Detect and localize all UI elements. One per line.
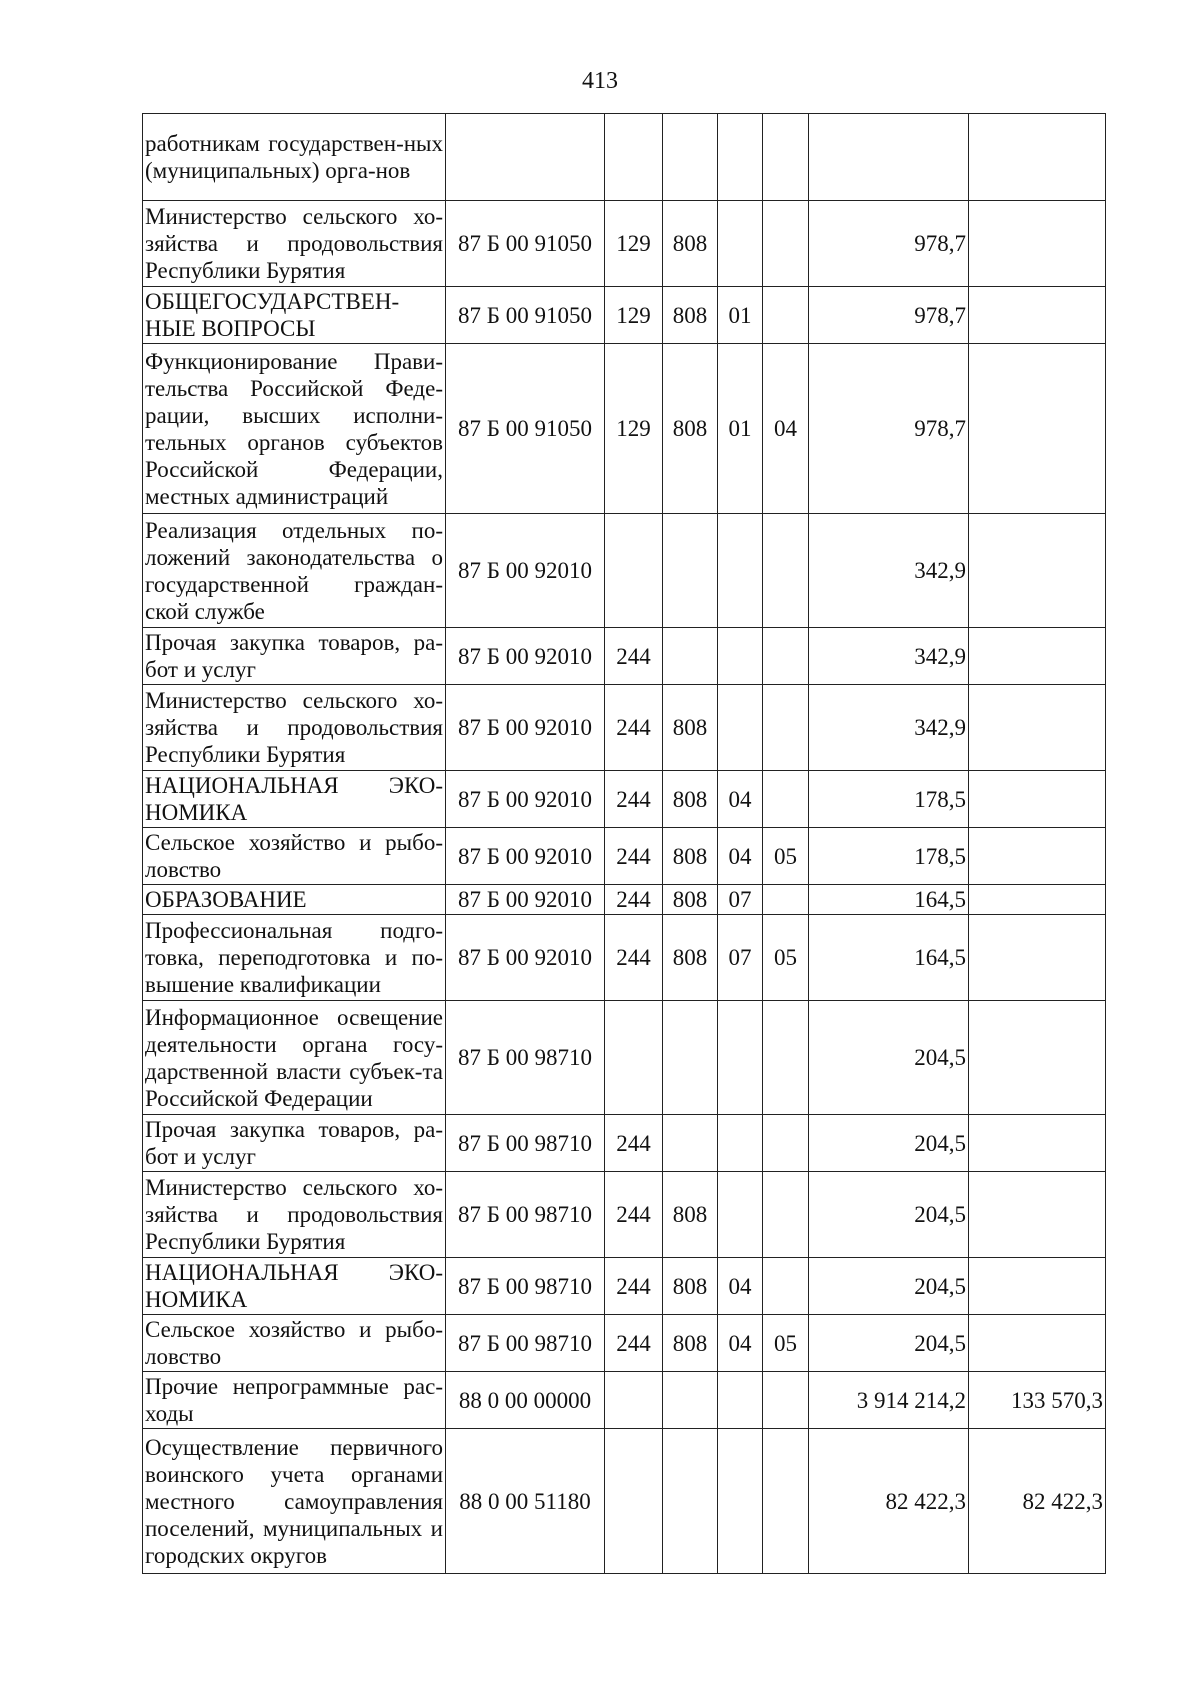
amount-cell: 204,5 — [809, 1001, 969, 1115]
subvention-amount-cell — [969, 771, 1106, 828]
subvention-amount-cell: 133 570,3 — [969, 1372, 1106, 1429]
ministry-code-cell — [663, 1115, 718, 1172]
subvention-amount-cell — [969, 885, 1106, 915]
expense-type-cell: 244 — [605, 1115, 663, 1172]
subvention-amount-cell — [969, 287, 1106, 344]
section-code-cell: 07 — [718, 885, 763, 915]
ministry-code-cell: 808 — [663, 915, 718, 1001]
subsection-code-cell — [763, 201, 809, 287]
expense-type-cell: 244 — [605, 1172, 663, 1258]
ministry-code-cell: 808 — [663, 201, 718, 287]
expense-type-cell — [605, 114, 663, 201]
subvention-amount-cell — [969, 114, 1106, 201]
section-code-cell — [718, 1001, 763, 1115]
subsection-code-cell — [763, 514, 809, 628]
subvention-amount-cell — [969, 685, 1106, 771]
section-code-cell: 01 — [718, 287, 763, 344]
table-row — [143, 1001, 1106, 1115]
subsection-code-cell — [763, 287, 809, 344]
table-row — [143, 685, 1106, 771]
expense-type-cell: 244 — [605, 828, 663, 885]
expense-type-cell: 129 — [605, 344, 663, 514]
table-row — [143, 114, 1106, 201]
ministry-code-cell: 808 — [663, 287, 718, 344]
subsection-code-cell — [763, 771, 809, 828]
target-code-cell: 87 Б 00 92010 — [446, 915, 605, 1001]
subvention-amount-cell — [969, 1315, 1106, 1372]
amount-cell: 204,5 — [809, 1258, 969, 1315]
subvention-amount-cell — [969, 514, 1106, 628]
table-row — [143, 287, 1106, 344]
amount-cell: 342,9 — [809, 514, 969, 628]
expense-type-cell: 129 — [605, 287, 663, 344]
budget-table-body — [143, 114, 1106, 1574]
target-code-cell: 87 Б 00 98710 — [446, 1172, 605, 1258]
target-code-cell — [446, 114, 605, 201]
ministry-code-cell — [663, 114, 718, 201]
amount-cell: 3 914 214,2 — [809, 1372, 969, 1429]
target-code-cell: 87 Б 00 92010 — [446, 771, 605, 828]
subsection-code-cell — [763, 1258, 809, 1315]
subsection-code-cell — [763, 885, 809, 915]
target-code-cell: 87 Б 00 98710 — [446, 1315, 605, 1372]
target-code-cell: 87 Б 00 91050 — [446, 344, 605, 514]
section-code-cell: 04 — [718, 828, 763, 885]
target-code-cell: 87 Б 00 98710 — [446, 1258, 605, 1315]
ministry-code-cell: 808 — [663, 1172, 718, 1258]
expense-name-cell: НАЦИОНАЛЬНАЯ ЭКО-НОМИКА — [143, 1258, 446, 1315]
ministry-code-cell: 808 — [663, 1258, 718, 1315]
expense-type-cell: 244 — [605, 1315, 663, 1372]
section-code-cell: 07 — [718, 915, 763, 1001]
section-code-cell — [718, 1429, 763, 1574]
expense-name-cell: Прочие непрограммные рас-ходы — [143, 1372, 446, 1429]
section-code-cell — [718, 1172, 763, 1258]
table-row — [143, 628, 1106, 685]
amount-cell: 178,5 — [809, 828, 969, 885]
expense-type-cell: 244 — [605, 628, 663, 685]
ministry-code-cell: 808 — [663, 344, 718, 514]
expense-name-cell: Министерство сельского хо-зяйства и продовольствия Республики Бурятия — [143, 1172, 446, 1258]
subsection-code-cell: 04 — [763, 344, 809, 514]
ministry-code-cell: 808 — [663, 685, 718, 771]
table-row — [143, 514, 1106, 628]
amount-cell: 178,5 — [809, 771, 969, 828]
expense-name-cell: Функционирование Прави-тельства Российской Феде-рации, высших исполни-тельных органов субъектов Российской Федерации, местных администраций — [143, 344, 446, 514]
section-code-cell — [718, 1115, 763, 1172]
table-row — [143, 1115, 1106, 1172]
subsection-code-cell — [763, 114, 809, 201]
table-row — [143, 1172, 1106, 1258]
ministry-code-cell — [663, 1001, 718, 1115]
expense-name-cell: Министерство сельского хо-зяйства и продовольствия Республики Бурятия — [143, 685, 446, 771]
expense-name-cell: Осуществление первичного воинского учета органами местного самоуправления поселений, муниципальных и городских округов — [143, 1429, 446, 1574]
target-code-cell: 87 Б 00 92010 — [446, 828, 605, 885]
subvention-amount-cell — [969, 344, 1106, 514]
ministry-code-cell — [663, 1429, 718, 1574]
amount-cell: 204,5 — [809, 1115, 969, 1172]
ministry-code-cell: 808 — [663, 1315, 718, 1372]
table-row — [143, 1372, 1106, 1429]
table-row — [143, 1258, 1106, 1315]
amount-cell: 164,5 — [809, 885, 969, 915]
subsection-code-cell — [763, 685, 809, 771]
subsection-code-cell — [763, 1372, 809, 1429]
amount-cell: 978,7 — [809, 201, 969, 287]
table-row — [143, 828, 1106, 885]
subsection-code-cell: 05 — [763, 828, 809, 885]
subsection-code-cell — [763, 1172, 809, 1258]
amount-cell: 978,7 — [809, 344, 969, 514]
expense-type-cell — [605, 1429, 663, 1574]
ministry-code-cell — [663, 1372, 718, 1429]
table-row — [143, 201, 1106, 287]
ministry-code-cell — [663, 514, 718, 628]
amount-cell — [809, 114, 969, 201]
amount-cell: 978,7 — [809, 287, 969, 344]
expense-name-cell: работникам государствен-ных (муниципальных) орга-нов — [143, 114, 446, 201]
ministry-code-cell — [663, 628, 718, 685]
expense-type-cell: 244 — [605, 915, 663, 1001]
table-row — [143, 885, 1106, 915]
subsection-code-cell — [763, 1115, 809, 1172]
section-code-cell: 01 — [718, 344, 763, 514]
subvention-amount-cell — [969, 915, 1106, 1001]
expense-name-cell: Информационное освещение деятельности органа госу-дарственной власти субъек-та Российской Федерации — [143, 1001, 446, 1115]
target-code-cell: 87 Б 00 98710 — [446, 1115, 605, 1172]
target-code-cell: 87 Б 00 92010 — [446, 628, 605, 685]
amount-cell: 82 422,3 — [809, 1429, 969, 1574]
subsection-code-cell — [763, 628, 809, 685]
table-row — [143, 344, 1106, 514]
table-row — [143, 915, 1106, 1001]
expense-type-cell — [605, 1001, 663, 1115]
section-code-cell — [718, 514, 763, 628]
expense-type-cell — [605, 1372, 663, 1429]
expense-type-cell: 244 — [605, 771, 663, 828]
subvention-amount-cell — [969, 1115, 1106, 1172]
amount-cell: 204,5 — [809, 1315, 969, 1372]
subsection-code-cell — [763, 1429, 809, 1574]
amount-cell: 164,5 — [809, 915, 969, 1001]
amount-cell: 342,9 — [809, 685, 969, 771]
target-code-cell: 87 Б 00 98710 — [446, 1001, 605, 1115]
section-code-cell — [718, 628, 763, 685]
subvention-amount-cell — [969, 201, 1106, 287]
subvention-amount-cell — [969, 1258, 1106, 1315]
expense-name-cell: ОБРАЗОВАНИЕ — [143, 885, 446, 915]
expense-name-cell: Прочая закупка товаров, ра-бот и услуг — [143, 628, 446, 685]
table-row — [143, 1315, 1106, 1372]
ministry-code-cell: 808 — [663, 885, 718, 915]
target-code-cell: 87 Б 00 91050 — [446, 201, 605, 287]
table-row — [143, 1429, 1106, 1574]
ministry-code-cell: 808 — [663, 828, 718, 885]
target-code-cell: 87 Б 00 91050 — [446, 287, 605, 344]
expense-name-cell: Реализация отдельных по-ложений законодательства о государственной граждан-ской службе — [143, 514, 446, 628]
section-code-cell: 04 — [718, 771, 763, 828]
amount-cell: 342,9 — [809, 628, 969, 685]
expense-name-cell: Профессиональная подго-товка, переподготовка и по-вышение квалификации — [143, 915, 446, 1001]
section-code-cell — [718, 1372, 763, 1429]
expense-name-cell: ОБЩЕГОСУДАРСТВЕН-НЫЕ ВОПРОСЫ — [143, 287, 446, 344]
expense-name-cell: Прочая закупка товаров, ра-бот и услуг — [143, 1115, 446, 1172]
subvention-amount-cell — [969, 628, 1106, 685]
page-number: 413 — [582, 68, 618, 94]
subsection-code-cell: 05 — [763, 915, 809, 1001]
expense-type-cell: 244 — [605, 685, 663, 771]
subsection-code-cell — [763, 1001, 809, 1115]
expense-type-cell: 244 — [605, 1258, 663, 1315]
subvention-amount-cell — [969, 828, 1106, 885]
expense-name-cell: НАЦИОНАЛЬНАЯ ЭКО-НОМИКА — [143, 771, 446, 828]
budget-table — [142, 113, 1106, 1574]
section-code-cell — [718, 685, 763, 771]
section-code-cell — [718, 114, 763, 201]
target-code-cell: 87 Б 00 92010 — [446, 885, 605, 915]
expense-name-cell: Сельское хозяйство и рыбо-ловство — [143, 1315, 446, 1372]
target-code-cell: 87 Б 00 92010 — [446, 514, 605, 628]
section-code-cell — [718, 201, 763, 287]
expense-name-cell: Сельское хозяйство и рыбо-ловство — [143, 828, 446, 885]
expense-type-cell — [605, 514, 663, 628]
target-code-cell: 87 Б 00 92010 — [446, 685, 605, 771]
subvention-amount-cell — [969, 1001, 1106, 1115]
table-row — [143, 771, 1106, 828]
expense-name-cell: Министерство сельского хо-зяйства и продовольствия Республики Бурятия — [143, 201, 446, 287]
ministry-code-cell: 808 — [663, 771, 718, 828]
amount-cell: 204,5 — [809, 1172, 969, 1258]
subsection-code-cell: 05 — [763, 1315, 809, 1372]
expense-type-cell: 129 — [605, 201, 663, 287]
section-code-cell: 04 — [718, 1258, 763, 1315]
target-code-cell: 88 0 00 51180 — [446, 1429, 605, 1574]
section-code-cell: 04 — [718, 1315, 763, 1372]
subvention-amount-cell: 82 422,3 — [969, 1429, 1106, 1574]
expense-type-cell: 244 — [605, 885, 663, 915]
subvention-amount-cell — [969, 1172, 1106, 1258]
target-code-cell: 88 0 00 00000 — [446, 1372, 605, 1429]
